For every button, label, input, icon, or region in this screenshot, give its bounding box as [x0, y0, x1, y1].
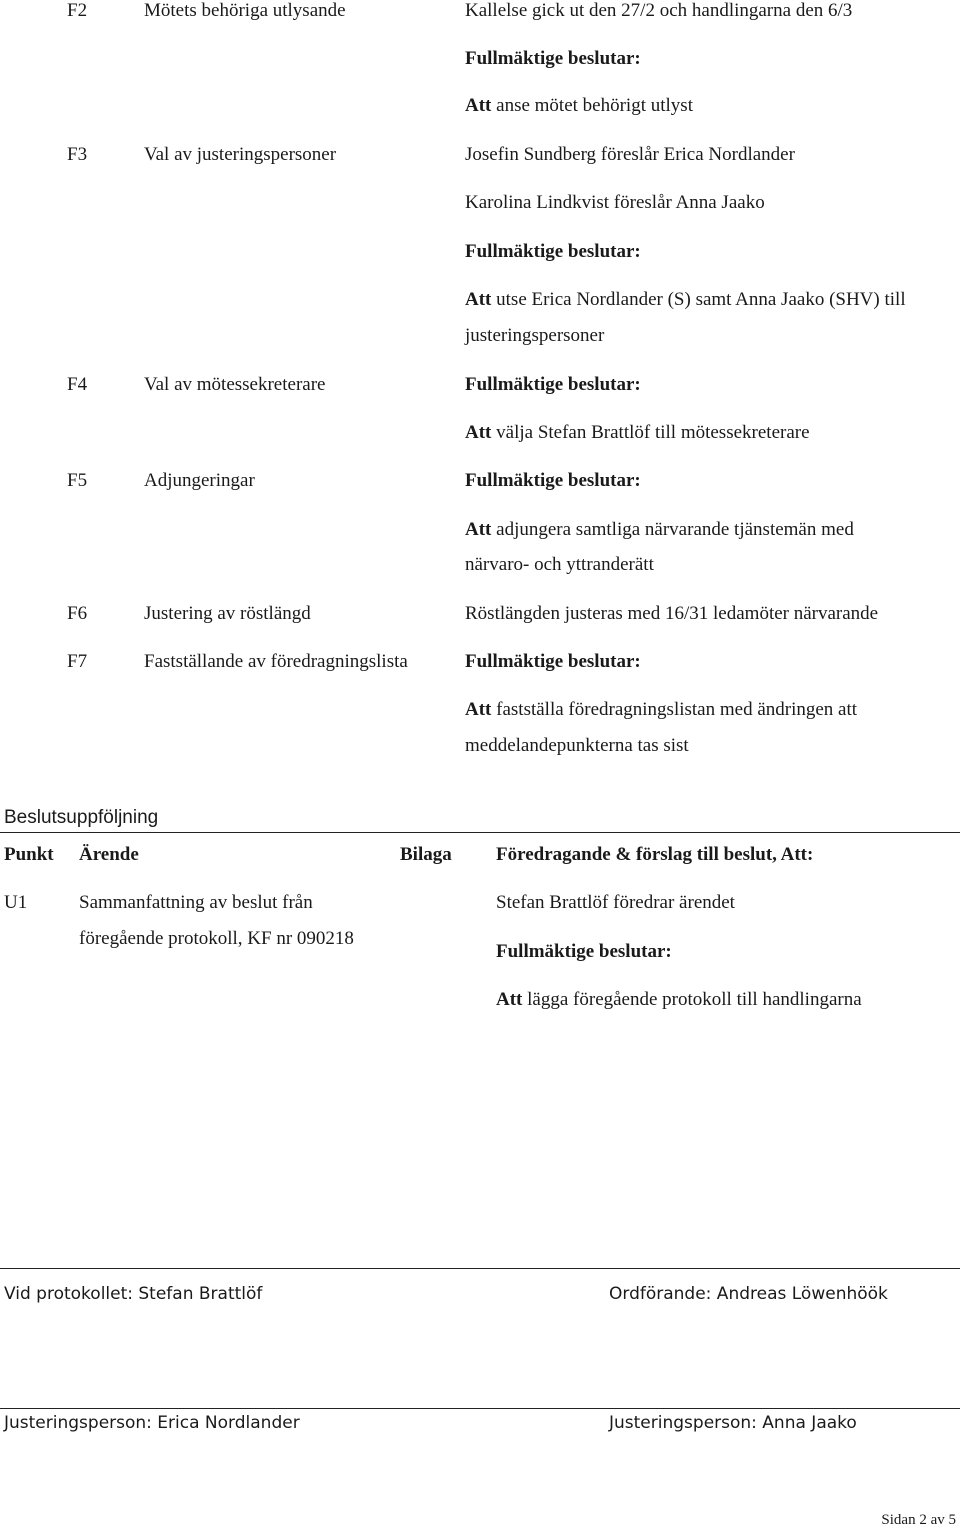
- decision-line: Att adjungera samtliga närvarande tjänstemän med: [465, 519, 854, 540]
- item-number: F4: [67, 374, 88, 395]
- row-arende-cont: föregående protokoll, KF nr 090218: [79, 928, 354, 949]
- decision-heading: Fullmäktige beslutar:: [465, 470, 641, 491]
- decision-heading: Fullmäktige beslutar:: [465, 48, 641, 69]
- header-foredragande: Föredragande & förslag till beslut, Att:: [496, 844, 814, 865]
- signature-justering-2: Justeringsperson: Anna Jaako: [609, 1413, 857, 1433]
- item-line: Röstlängden justeras med 16/31 ledamöter närvarande: [465, 603, 879, 624]
- decision-heading: Fullmäktige beslutar:: [496, 941, 672, 962]
- item-number: F5: [67, 470, 88, 491]
- section-divider: [0, 832, 960, 833]
- item-title: Justering av röstlängd: [144, 603, 311, 624]
- decision-line: Att fastställa föredragningslistan med ändringen att: [465, 699, 858, 720]
- decision-line: Att lägga föregående protokoll till handlingarna: [496, 989, 862, 1010]
- item-number: F2: [67, 0, 88, 21]
- row-presenter: Stefan Brattlöf föredrar ärendet: [496, 892, 735, 913]
- item-line: Kallelse gick ut den 27/2 och handlingarna den 6/3: [465, 0, 853, 21]
- decision-line-cont: meddelandepunkterna tas sist: [465, 735, 689, 756]
- decision-heading: Fullmäktige beslutar:: [465, 374, 641, 395]
- item-title: Val av mötessekreterare: [144, 374, 326, 395]
- item-title: Mötets behöriga utlysande: [144, 0, 346, 21]
- item-title: Adjungeringar: [144, 470, 255, 491]
- page-number: Sidan 2 av 5: [881, 1512, 956, 1528]
- section-heading: Beslutsuppföljning: [4, 807, 159, 828]
- decision-line: Att anse mötet behörigt utlyst: [465, 95, 693, 116]
- signature-protokoll: Vid protokollet: Stefan Brattlöf: [4, 1284, 263, 1304]
- header-punkt: Punkt: [4, 844, 54, 865]
- decision-line-cont: justeringspersoner: [465, 325, 605, 346]
- signature-justering-1: Justeringsperson: Erica Nordlander: [4, 1413, 300, 1433]
- decision-heading: Fullmäktige beslutar:: [465, 651, 641, 672]
- signature-line-bottom: [0, 1408, 960, 1409]
- signature-line-top: [0, 1268, 960, 1269]
- decision-line-cont: närvaro- och yttranderätt: [465, 554, 654, 575]
- header-arende: Ärende: [79, 844, 139, 865]
- item-line: Karolina Lindkvist föreslår Anna Jaako: [465, 192, 765, 213]
- item-title: Val av justeringspersoner: [144, 144, 337, 165]
- signature-ordforande: Ordförande: Andreas Löwenhöök: [609, 1284, 888, 1304]
- decision-line: Att välja Stefan Brattlöf till mötessekreterare: [465, 422, 810, 443]
- decision-heading: Fullmäktige beslutar:: [465, 241, 641, 262]
- item-title: Fastställande av föredragningslista: [144, 651, 408, 672]
- header-bilaga: Bilaga: [400, 844, 452, 865]
- item-number: F3: [67, 144, 88, 165]
- item-number: F6: [67, 603, 88, 624]
- item-line: Josefin Sundberg föreslår Erica Nordlander: [465, 144, 795, 165]
- row-punkt: U1: [4, 892, 28, 913]
- decision-line: Att utse Erica Nordlander (S) samt Anna Jaako (SHV) till: [465, 289, 906, 310]
- row-arende: Sammanfattning av beslut från: [79, 892, 313, 913]
- item-number: F7: [67, 651, 88, 672]
